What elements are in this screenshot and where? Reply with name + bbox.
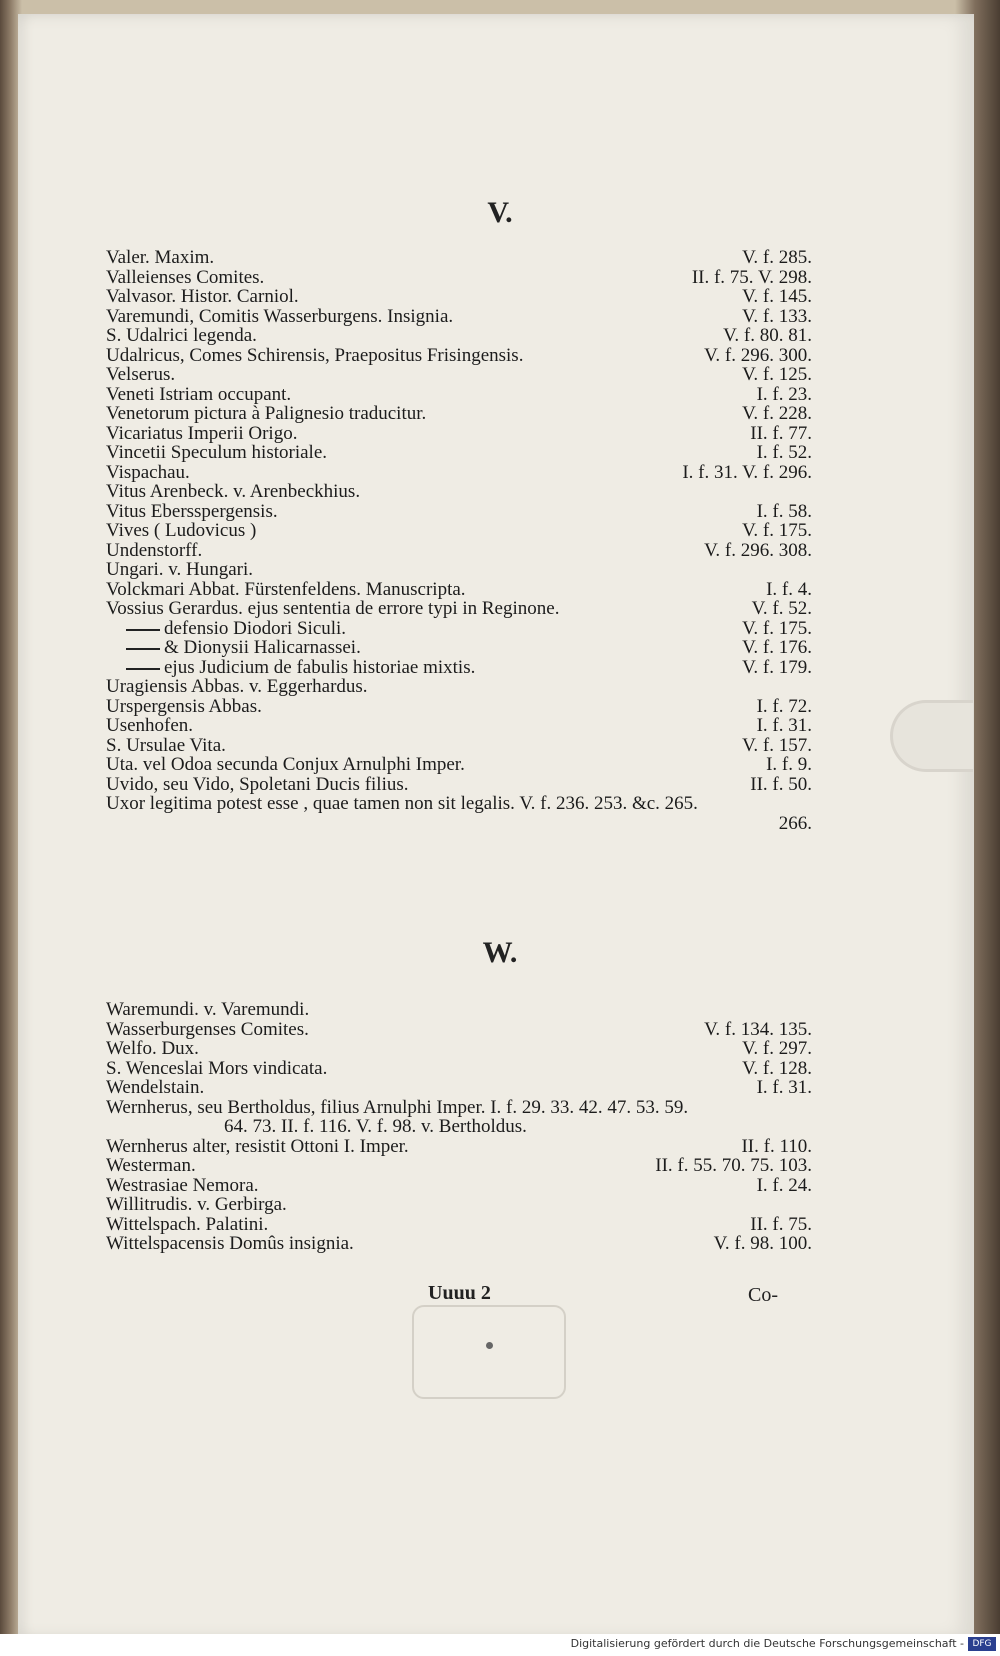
entry-reference: V. f. 80. 81. [723,325,812,346]
entry-term: Wittelspach. Palatini. [106,1213,269,1235]
signature-mark: Uuuu 2 [428,1282,491,1304]
entry-reference: V. f. 175. [742,617,812,639]
entry-reference: V. f. 145. [742,286,812,307]
entry-term: Venetorum pictura à Palignesio traducitur. [106,403,427,424]
index-entry [106,268,812,288]
entry-term: Vitus Arenbeck. v. Arenbeckhius. [106,481,361,502]
index-entry [106,1000,812,1020]
section-heading-w: W. [482,936,518,969]
section-heading-v: V. [487,196,513,229]
entry-term: Vicariatus Imperii Origo. [106,422,298,444]
index-entry [106,424,812,444]
entry-reference: V. f. 128. [742,1057,812,1079]
entry-term: Valleienses Comites. [106,266,265,288]
index-entry [106,1234,812,1254]
index-entry [106,814,812,834]
index-entry [106,658,812,678]
library-stamp [412,1305,566,1399]
entry-reference: II. f. 75. V. 298. [691,266,812,288]
entry-reference: V. f. 176. [742,637,812,658]
entry-term: Willitrudis. v. Gerbirga. [106,1194,287,1215]
entry-term: Ungari. v. Hungari. [106,559,254,580]
index-entry [106,404,812,424]
entry-term: Uxor legitima potest esse , quae tamen non sit legalis. V. f. 236. 253. &c. 265. [106,793,698,814]
entry-reference: V. f. 228. [742,403,812,424]
footer-bar [0,1634,1000,1656]
index-entry [106,1215,812,1235]
page-edge-tab [890,700,973,772]
index-entry [106,619,812,639]
entry-term: Wernherus, seu Bertholdus, filius Arnulphi Imper. I. f. 29. 33. 42. 47. 53. 59. [106,1096,689,1118]
index-entry [106,1117,812,1137]
entry-reference: V. f. 296. 300. [704,344,812,366]
index-entry [106,1176,812,1196]
footer-credit: Digitalisierung gefördert durch die Deutsche Forschungsgemeinschaft - [570,1637,964,1650]
entry-term: Wittelspacensis Domûs insignia. [106,1233,354,1254]
entry-reference: V. f. 133. [742,305,812,327]
entry-term: Volckmari Abbat. Fürstenfeldens. Manuscripta. [106,578,466,600]
entry-reference: I. f. 52. [756,442,812,463]
index-entry [106,326,812,346]
entry-term: Welfo. Dux. [106,1038,199,1059]
entry-term: Urspergensis Abbas. [106,695,262,717]
entry-reference: V. f. 285. [742,247,812,268]
index-entry [106,1137,812,1157]
index-entry [106,599,812,619]
index-entry [106,1059,812,1079]
entry-term: Wernherus alter, resistit Ottoni I. Imper. [106,1135,409,1157]
entry-term: Uta. vel Odoa secunda Conjux Arnulphi Imper. [106,754,465,775]
entry-term: S. Udalrici legenda. [106,325,257,346]
entry-term: Uragiensis Abbas. v. Eggerhardus. [106,676,368,697]
index-entry [106,287,812,307]
dfg-logo-icon: DFG [968,1637,996,1651]
entry-term: Undenstorff. [106,539,203,561]
index-list-w [106,1000,812,1254]
entry-reference: V. f. 179. [742,656,812,678]
index-entry [106,365,812,385]
index-entry [106,1195,812,1215]
entry-reference: II. f. 110. [741,1135,812,1157]
entry-term: ejus Judicium de fabulis historiae mixtis. [164,656,476,678]
entry-term: Vincetii Speculum historiale. [106,442,328,463]
index-entry [106,1039,812,1059]
index-entry [106,443,812,463]
index-entry [106,697,812,717]
entry-term: Usenhofen. [106,715,194,736]
entry-term: Vives ( Ludovicus ) [106,520,257,541]
entry-term: defensio Diodori Siculi. [164,617,347,639]
ditto-dash [126,668,160,670]
entry-term: Veneti Istriam occupant. [106,383,292,405]
index-entry [106,385,812,405]
entry-reference: V. f. 52. [751,598,812,619]
index-list-v [106,248,812,833]
index-entry [106,1078,812,1098]
entry-term: Vispachau. [106,461,190,483]
ditto-dash [126,629,160,631]
entry-reference: I. f. 31. V. f. 296. [682,461,812,483]
index-entry [106,482,812,502]
entry-reference: II. f. 77. [750,422,812,444]
index-entry [106,580,812,600]
entry-term: Vitus Ebersspergensis. [106,500,278,522]
catchword: Co- [748,1284,778,1306]
index-entry [106,736,812,756]
entry-reference: II. f. 75. [750,1213,812,1235]
entry-reference: V. f. 297. [742,1038,812,1059]
entry-term: Wasserburgenses Comites. [106,1018,309,1040]
entry-reference: I. f. 72. [756,695,812,717]
entry-reference: I. f. 9. [766,754,812,775]
stamp-dot [486,1342,493,1349]
ditto-dash [126,648,160,650]
index-entry [106,463,812,483]
entry-reference: I. f. 31. [756,715,812,736]
entry-term: S. Ursulae Vita. [106,734,226,756]
index-entry [106,638,812,658]
entry-term: & Dionysii Halicarnassei. [164,637,361,658]
entry-term: Uvido, seu Vido, Spoletani Ducis filius. [106,773,409,795]
entry-term: Varemundi, Comitis Wasserburgens. Insignia. [106,305,454,327]
index-entry [106,521,812,541]
index-entry [106,1098,812,1118]
entry-reference: V. f. 175. [742,520,812,541]
entry-term: Valvasor. Histor. Carniol. [106,286,299,307]
index-entry [106,1156,812,1176]
entry-reference: V. f. 157. [742,734,812,756]
index-entry [106,346,812,366]
entry-term: Vossius Gerardus. ejus sententia de errore typi in Reginone. [106,598,560,619]
entry-reference: I. f. 23. [756,383,812,405]
index-entry [106,307,812,327]
index-entry [106,502,812,522]
entry-reference: V. f. 98. 100. [713,1233,812,1254]
entry-term: Udalricus, Comes Schirensis, Praepositus Frisingensis. [106,344,524,366]
entry-reference: II. f. 50. [750,773,812,795]
entry-reference: 266. [778,812,812,834]
index-entry [106,560,812,580]
entry-term: 64. 73. II. f. 116. V. f. 98. v. Bertholdus. [224,1116,527,1137]
index-entry [106,248,812,268]
index-entry [106,775,812,795]
entry-reference: I. f. 24. [756,1174,812,1196]
entry-term: Westrasiae Nemora. [106,1174,259,1196]
entry-term: Velserus. [106,364,176,385]
entry-reference: V. f. 296. 308. [704,539,812,561]
index-entry [106,1020,812,1040]
entry-reference: I. f. 58. [756,500,812,522]
entry-reference: V. f. 134. 135. [704,1018,812,1040]
index-entry [106,677,812,697]
entry-reference: I. f. 31. [756,1077,812,1098]
entry-term: Valer. Maxim. [106,247,215,268]
entry-reference: I. f. 4. [766,578,812,600]
entry-reference: II. f. 55. 70. 75. 103. [655,1155,812,1176]
entry-term: Wendelstain. [106,1077,205,1098]
entry-term: Westerman. [106,1155,196,1176]
entry-reference: V. f. 125. [742,364,812,385]
index-entry [106,755,812,775]
index-entry [106,794,812,814]
entry-term: Waremundi. v. Varemundi. [106,999,310,1020]
entry-term: S. Wenceslai Mors vindicata. [106,1057,328,1079]
index-entry [106,541,812,561]
index-entry [106,716,812,736]
